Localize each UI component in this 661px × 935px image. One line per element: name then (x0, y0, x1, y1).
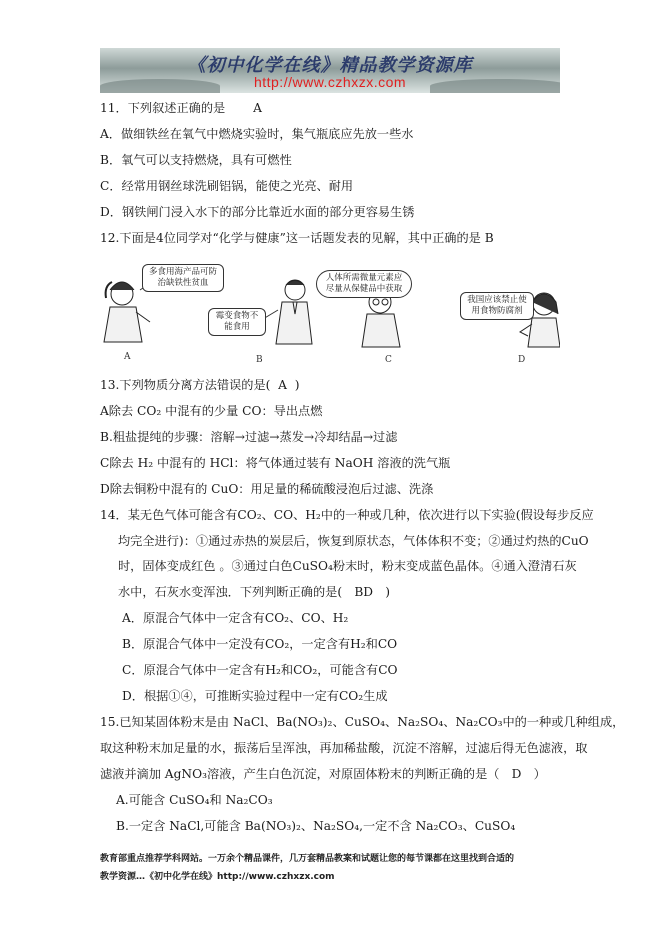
q13-answer: A (278, 378, 287, 392)
q14-option-d: D．根据①④，可推断实验过程中一定有CO₂生成 (122, 689, 388, 703)
q15-line-1: 15.已知某固体粉末是由 NaCl、Ba(NO₃)₂、CuSO₄、Na₂SO₄、Na₂CO₃中的一种或几种组成， (100, 715, 625, 729)
q11-option-b: B．氧气可以支持燃烧，具有可燃性 (100, 153, 292, 167)
q13-stem (100, 377, 299, 393)
q11-answer: A (253, 101, 262, 115)
bubble-d: 我国应该禁止使用食物防腐剂 (460, 292, 534, 320)
q11-option-c: C．经常用钢丝球洗刷铝锅，能使之光亮、耐用 (100, 179, 354, 193)
q15-line-2: 取这种粉末加足量的水，振荡后呈浑浊，再加稀盐酸，沉淀不溶解，过滤后得无色滤液，取 (100, 741, 588, 755)
bubble-a: 多食用海产品可防治缺铁性贫血 (142, 264, 224, 292)
q13-stem-close: ) (294, 378, 300, 392)
page-footer (100, 850, 570, 886)
q14-option-c: C．原混合气体中一定含有H₂和CO₂，可能含有CO (122, 663, 398, 677)
q13-stem-text: 13.下列物质分离方法错误的是( (100, 378, 271, 392)
q14-line-4: 水中，石灰水变浑浊．下列判断正确的是( BD ) (118, 585, 390, 599)
banner-url[interactable]: http://www.czhxzx.com (253, 74, 407, 90)
q12-illustration (100, 252, 560, 367)
q11-stem (100, 100, 262, 116)
q14-option-a: A．原混合气体中一定含有CO₂、CO、H₂ (122, 611, 349, 625)
banner-title: 《初中化学在线》精品教学资源库 (187, 55, 473, 76)
q15-line-3: 滤液并滴加 AgNO₃溶液，产生白色沉淀，对原固体粉末的判断正确的是（ D ） (100, 767, 546, 781)
q11-stem-text: 11．下列叙述正确的是 (100, 101, 226, 115)
bubble-c: 人体所需微量元素应尽量从保健品中获取 (316, 270, 412, 298)
q12-answer: B (484, 231, 494, 245)
q14-line-3: 时，固体变成红色 。③通过白色CuSO₄粉末时，粉末变成蓝色晶体。④通入澄清石灰 (118, 559, 577, 573)
footer-line-1: 教育部重点推荐学科网站。一万余个精品课件，几万套精品教案和试题让您的每节课都在这里找到合适的 (100, 854, 515, 864)
figure-label-b: B (256, 355, 263, 365)
q13-option-b: B.粗盐提纯的步骤：溶解→过滤→蒸发→冷却结晶→过滤 (100, 430, 398, 444)
figure-label-d: D (518, 355, 526, 365)
q14-option-b: B．原混合气体中一定没有CO₂，一定含有H₂和CO (122, 637, 398, 651)
header-banner (100, 48, 560, 93)
q15-option-a: A.可能含 CuSO₄和 Na₂CO₃ (116, 793, 273, 807)
bubble-b: 霉变食物不能食用 (208, 308, 266, 336)
q14-line-1: 14．某无色气体可能含有CO₂、CO、H₂中的一种或几种，依次进行以下实验(假设每步反应 (100, 508, 594, 522)
q13-option-a: A除去 CO₂ 中混有的少量 CO：导出点燃 (100, 404, 323, 418)
q11-option-a: A．做细铁丝在氧气中燃烧实验时，集气瓶底应先放一些水 (100, 127, 414, 141)
q13-option-c: C除去 H₂ 中混有的 HCl：将气体通过装有 NaOH 溶液的洗气瓶 (100, 456, 451, 470)
figure-label-a: A (124, 352, 131, 362)
q14-line-2: 均完全进行)：①通过赤热的炭层后，恢复到原状态，气体体积不变；②通过灼热的CuO (118, 534, 589, 548)
q15-option-b: B.一定含 NaCl,可能含 Ba(NO₃)₂、Na₂SO₄,一定不含 Na₂CO₃、CuSO₄ (116, 819, 516, 833)
footer-line-2[interactable]: 教学资源…《初中化学在线》http://www.czhxzx.com (100, 872, 335, 882)
figure-label-c: C (385, 355, 392, 365)
q12-stem-text: 12.下面是4位同学对“化学与健康”这一话题发表的见解，其中正确的是 (100, 231, 481, 245)
q12-stem (100, 230, 494, 246)
q13-option-d: D除去铜粉中混有的 CuO：用足量的稀硫酸浸泡后过滤、洗涤 (100, 482, 434, 496)
q11-option-d: D．钢铁闸门浸入水下的部分比靠近水面的部分更容易生锈 (100, 205, 415, 219)
